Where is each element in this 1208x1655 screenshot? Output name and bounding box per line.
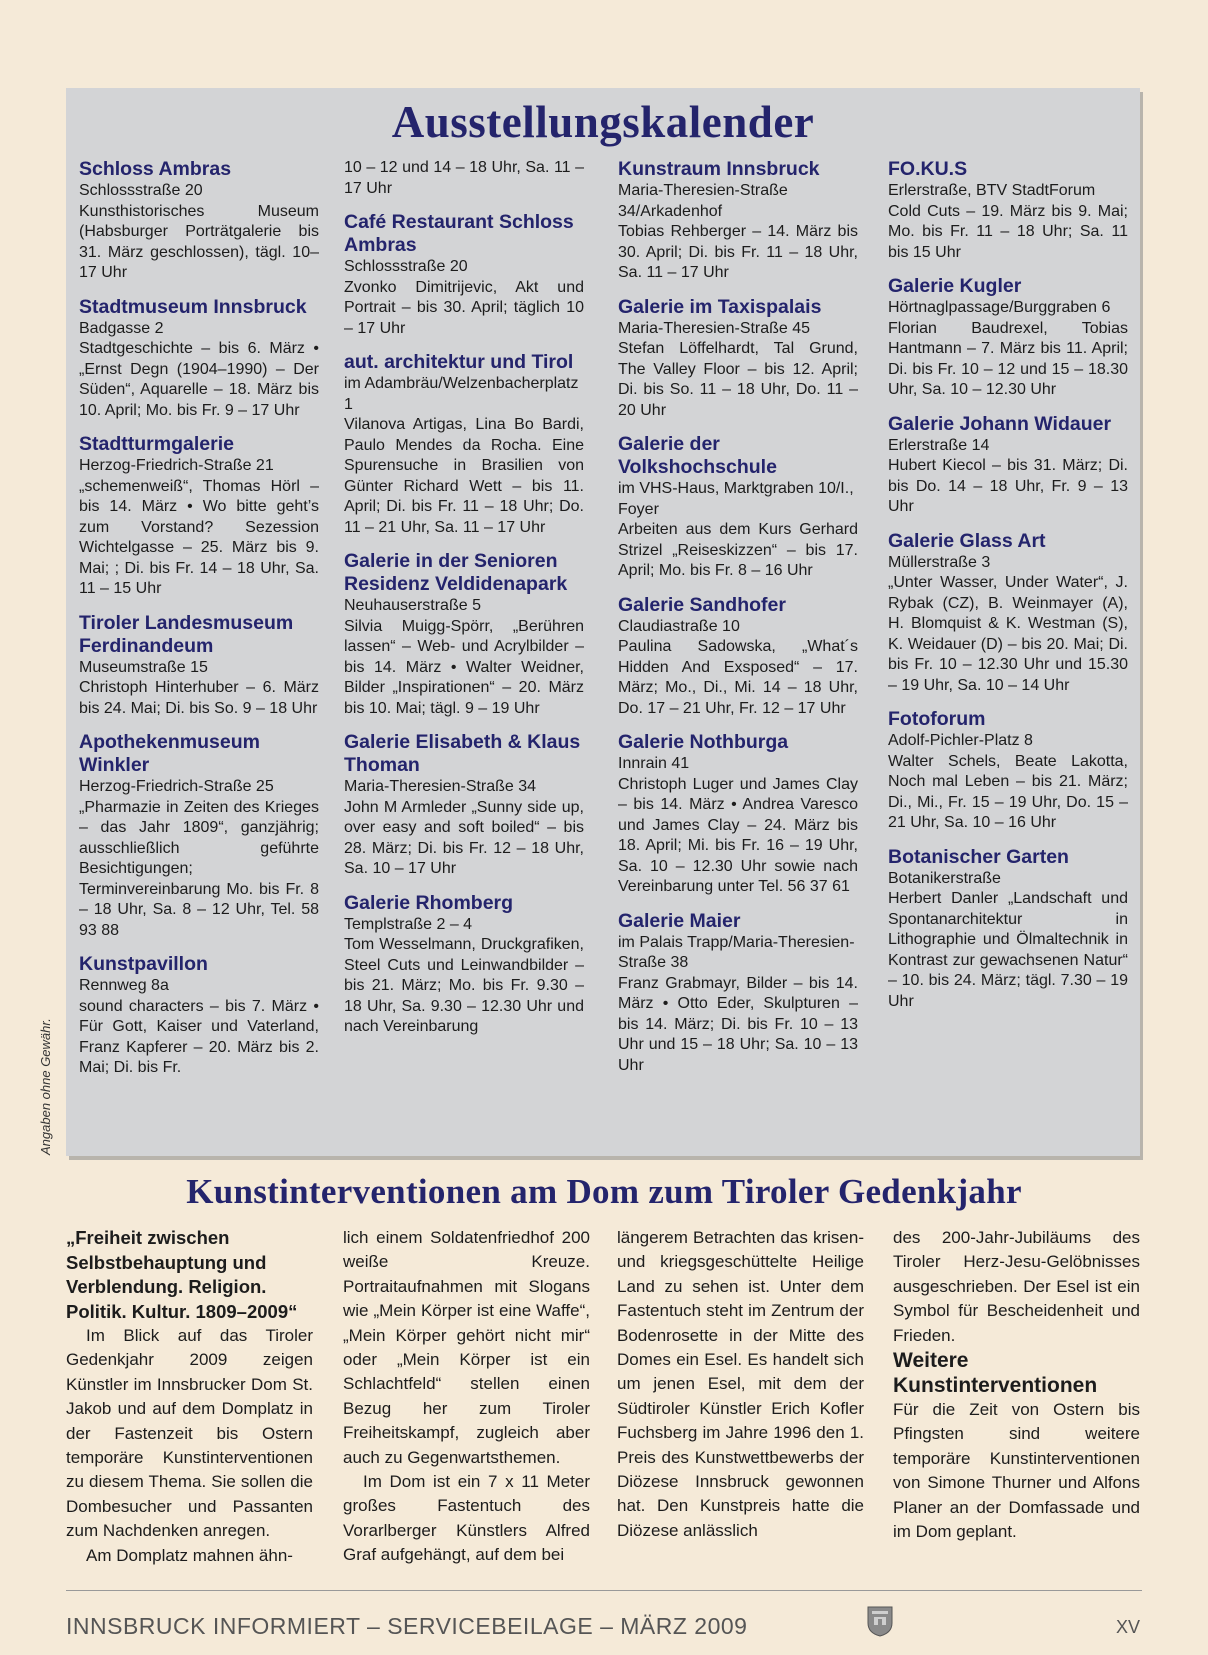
venue-name: Galerie Rhomberg (344, 891, 514, 914)
calendar-entry (79, 158, 319, 284)
venue-address: Maria-Theresien-Straße 34/Arkadenhof (618, 182, 788, 220)
venue-address: Museumstraße 15 (79, 658, 208, 676)
venue-address: Botanikerstraße (888, 869, 1001, 887)
venue-address: im VHS-Haus, Marktgraben 10/I., Foyer (618, 480, 854, 518)
venue-name: Stadtmuseum Innsbruck (79, 295, 307, 318)
venue-name: Kunstpavillon (79, 953, 208, 975)
venue-address: Innrain 41 (618, 755, 690, 772)
calendar-entry (888, 413, 1128, 518)
calendar-entry (344, 731, 584, 880)
venue-name: Stadtturmgalerie (79, 433, 234, 455)
article-column-1 (66, 1226, 313, 1568)
venue-address: Maria-Theresien-Straße 45 (618, 319, 811, 337)
calendar-entry (344, 351, 584, 538)
venue-name: Galerie Glass Art (888, 529, 1046, 552)
article-lead: „Freiheit zwischen Selbstbehauptung und Verblendung. Religion. Politik. Kultur. 1809–2009“ (66, 1227, 298, 1322)
exhibition-details: Tom Wesselmann, Druckgrafiken, Steel Cuts und Leinwandbilder – bis 21. März; Mo. bis Fr. 9.30 – 18 Uhr, Sa. 9.30 – 12.30 Uhr und nach Vereinbarung (344, 936, 584, 1035)
exhibition-details: sound characters – bis 7. März • Für Gott, Kaiser und Vaterland, Franz Kapferer – 20. März bis 2. Mai; Di. bis Fr. (79, 997, 319, 1076)
calendar-entry (888, 275, 1128, 401)
venue-address: Schlossstraße 20 (79, 182, 203, 199)
exhibition-details: Christoph Luger und James Clay – bis 14. März • Andrea Varesco und James Clay – 24. März bis 18. April; Mi. bis Fr. 16 – 19 Uhr, Sa. 10 – 12.30 Uhr sowie nach Vereinbarung unter Tel. 56 37 61 (618, 775, 858, 895)
calendar-entry (888, 846, 1128, 1013)
article-title: Kunstinterventionen am Dom zum Tiroler Gedenkjahr (186, 1172, 1022, 1211)
exhibition-details: Florian Baudrexel, Tobias Hantmann – 7. März bis 11. April; Di. bis Fr. 10 – 12 und 15 – 18.30 Uhr, Sa. 10 – 12.30 Uhr (888, 319, 1128, 398)
exhibition-details: Arbeiten aus dem Kurs Gerhard Strizel „Reiseskizzen“ – bis 17. April; Mo. bis Fr. 8 – 16 Uhr (618, 521, 858, 579)
venue-address: Badgasse 2 (79, 319, 164, 337)
venue-name: Galerie im Taxispalais (618, 295, 822, 318)
article-paragraph: längerem Betrachten das krisen- und kriegsgeschüttelte Heilige Land zu sehen ist. Unter dem Fastentuch steht im Zentrum der Bodenrosette in der Mitte des Domes ein Esel. Es handelt sich um jenen Esel, mit dem der Südtiroler Künstler Erich Kofler Fuchsberg im Jahre 1996 den 1. Preis des Kunstwettbewerbs der Diözese Innsbruck gewonnen hat. Den Kunstpreis hatte die Diözese anlässlich (617, 1228, 864, 1540)
calendar-entry (888, 708, 1128, 834)
exhibition-details: Paulina Sadowska, „What´s Hidden And Exsposed“ – 17. März; Mo., Di., Mi. 14 – 18 Uhr, Do. 17 – 21 Uhr, Fr. 12 – 17 Uhr (618, 638, 858, 717)
article-paragraph: Am Domplatz mahnen ähn- (86, 1545, 293, 1565)
exhibition-details: „Pharmazie in Zeiten des Krieges – das Jahr 1809“, ganzjährig; ausschließlich geführte Besichtigungen; Terminvereinbarung Mo. bis Fr. 8 – 18 Uhr, Sa. 8 – 12 Uhr, Tel. 58 93 88 (79, 798, 319, 939)
venue-name: Galerie Kugler (888, 275, 1022, 297)
venue-address: Schlossstraße 20 (344, 258, 468, 275)
venue-address: Neuhauserstraße 5 (344, 597, 481, 614)
calendar-entry (79, 612, 319, 720)
calendar-entry (79, 953, 319, 1079)
calendar-entry (79, 731, 319, 941)
venue-address: Müllerstraße 3 (888, 553, 991, 571)
article-column-4 (893, 1226, 1140, 1544)
venue-address: Herzog-Friedrich-Straße 25 (79, 778, 274, 795)
calendar-entry (618, 296, 858, 422)
calendar-entry (344, 158, 584, 199)
venue-name: FO.KU.S (888, 158, 968, 180)
article-paragraph: Im Dom ist ein 7 x 11 Meter großes Fastentuch des Vorarlberger Künstlers Alfred Graf aufgehängt, auf dem bei (343, 1472, 590, 1565)
article-paragraph: Für die Zeit von Ostern bis Pfingsten sind weitere temporäre Kunstinterventionen von Simone Thurner und Alfons Planer an der Domfassade und im Dom geplant. (893, 1400, 1140, 1542)
venue-address: im Adambräu/Welzenbacherplatz 1 (344, 375, 579, 413)
venue-name: Galerie Sandhofer (618, 593, 786, 616)
venue-address: Hörtnaglpassage/Burggraben 6 (888, 299, 1111, 316)
exhibition-details: Herbert Danler „Landschaft und Spontanarchitektur in Lithographie und Ölmaltechnik in Kontrast zur gewachsenen Natur“ – 10. bis 24. März; tägl. 7.30 – 19 Uhr (888, 890, 1128, 1010)
exhibition-details: Christoph Hinterhuber – 6. März bis 24. Mai; Di. bis So. 9 – 18 Uhr (79, 679, 319, 717)
venue-address: Templstraße 2 – 4 (344, 915, 473, 933)
calendar-entry (344, 550, 584, 719)
exhibition-details: Vilanova Artigas, Lina Bo Bardi, Paulo Mendes da Rocha. Eine Spurensuche in Brasilien von Günter Richard Wett – bis 11. April; Di. bis Fr. 11 – 18 Uhr; Do. 11 – 21 Uhr, Sa. 11 – 17 Uhr (344, 416, 584, 536)
innsbruck-crest-icon (866, 1605, 894, 1637)
exhibition-details: Tobias Rehberger – 14. März bis 30. April; Di. bis Fr. 11 – 18 Uhr, Sa. 11 – 17 Uhr (618, 223, 858, 281)
exhibition-details: Walter Schels, Beate Lakotta, Noch mal Leben – bis 21. März; Di., Mi., Fr. 15 – 19 Uhr, Do. 15 – 21 Uhr, Sa. 10 – 16 Uhr (888, 752, 1128, 831)
venue-address: Claudiastraße 10 (618, 617, 740, 635)
venue-name: Botanischer Garten (888, 845, 1069, 868)
venue-name: Schloss Ambras (79, 158, 232, 180)
article-column-2 (343, 1226, 590, 1568)
venue-name: Fotoforum (888, 708, 986, 730)
venue-address: Erlerstraße 14 (888, 436, 990, 454)
article-paragraph: des 200-Jahr-Jubiläums des Tiroler Herz-Jesu-Gelöbnisses ausgeschrieben. Der Esel ist ein Symbol für Bescheidenheit und Frieden. (893, 1228, 1140, 1345)
venue-address: Adolf-Pichler-Platz 8 (888, 732, 1033, 749)
footer-publication: INNSBRUCK INFORMIERT – SERVICEBEILAGE – MÄRZ 2009 (66, 1613, 748, 1639)
footer-divider (66, 1590, 1142, 1591)
calendar-column-4 (888, 158, 1128, 1024)
venue-name: Kunstraum Innsbruck (618, 158, 820, 180)
exhibition-details: Stefan Löffelhardt, Tal Grund, The Valley Floor – bis 12. April; Di. bis So. 11 – 18 Uhr, Do. 11 – 20 Uhr (618, 340, 858, 419)
calendar-entry (79, 433, 319, 600)
exhibition-details: John M Armleder „Sunny side up, over easy and soft boiled“ – bis 28. März; Di. bis Fr. 12 – 18 Uhr, Sa. 10 – 17 Uhr (344, 798, 584, 877)
venue-name: Galerie der Volkshochschule (618, 433, 777, 478)
venue-address: im Palais Trapp/Maria-Theresien-Straße 38 (618, 933, 855, 971)
disclaimer-note: Angaben ohne Gewähr. (38, 1018, 53, 1155)
calendar-entry (618, 731, 858, 898)
venue-name: Café Restaurant Schloss Ambras (344, 211, 574, 256)
page-number: XV (1116, 1617, 1141, 1637)
venue-name: Galerie Maier (618, 909, 741, 932)
venue-address: Maria-Theresien-Straße 34 (344, 778, 537, 795)
venue-name: Galerie in der Senioren Residenz Veldidenapark (344, 550, 568, 595)
calendar-title: Ausstellungskalender (391, 97, 815, 147)
calendar-entry (79, 296, 319, 422)
calendar-entry (618, 433, 858, 582)
venue-name: Galerie Nothburga (618, 731, 789, 753)
venue-name: Galerie Elisabeth & Klaus Thoman (344, 731, 581, 776)
article-paragraph: lich einem Soldatenfriedhof 200 weiße Kreuze. Portraitaufnahmen mit Slogans wie „Mein Körper ist eine Waffe“, „Mein Körper gehört nicht mir“ oder „Mein Körper ist ein Schlachtfeld“ stellen einen Bezug her zum Tiroler Freiheitskampf, zugleich aber auch zu Gegenwartsthemen. (343, 1228, 590, 1467)
venue-name: Apothekenmuseum Winkler (79, 731, 260, 776)
venue-address: Herzog-Friedrich-Straße 21 (79, 457, 274, 474)
exhibition-details: Hubert Kiecol – bis 31. März; Di. bis Do. 14 – 18 Uhr, Fr. 9 – 13 Uhr (888, 457, 1128, 515)
calendar-entry (888, 530, 1128, 697)
venue-name: Galerie Johann Widauer (888, 412, 1112, 435)
venue-address: Erlerstraße, BTV StadtForum (888, 182, 1096, 199)
article-paragraph: Im Blick auf das Tiroler Gedenkjahr 2009 zeigen Künstler im Innsbrucker Dom St. Jakob und auf dem Domplatz in der Fastenzeit bis Ostern temporäre Kunstinterventionen zu diesem Thema. Sie sollen die Dombesucher und Passanten zum Nachdenken anregen. (66, 1326, 313, 1541)
exhibition-details: „schemenweiß“, Thomas Hörl – bis 14. März • Wo bitte geht’s zum Vorstand? Sezession Wichtelgasse – 25. März bis 9. Mai; ; Di. bis Fr. 14 – 18 Uhr, Sa. 11 – 15 Uhr (79, 477, 319, 597)
exhibition-details: Cold Cuts – 19. März bis 9. Mai; Mo. bis Fr. 11 – 18 Uhr; Sa. 11 bis 15 Uhr (888, 202, 1128, 261)
calendar-entry (888, 158, 1128, 263)
venue-address: Rennweg 8a (79, 977, 169, 994)
calendar-entry (344, 211, 584, 339)
calendar-column-2 (344, 158, 584, 1050)
exhibition-details: 10 – 12 und 14 – 18 Uhr, Sa. 11 – 17 Uhr (344, 159, 584, 197)
calendar-column-1 (79, 158, 319, 1091)
exhibition-calendar-box (66, 88, 1140, 1156)
exhibition-details: Stadtgeschichte – bis 6. März • „Ernst Degn (1904–1990) – Der Süden“, Aquarelle – 18. März bis 10. April; Mo. bis Fr. 9 – 17 Uhr (79, 340, 319, 419)
calendar-entry (618, 910, 858, 1077)
article-column-3 (617, 1226, 864, 1543)
calendar-entry (618, 594, 858, 720)
exhibition-details: Kunsthistorisches Museum (Habsburger Porträtgalerie bis 31. März geschlossen), tägl. 10–17 Uhr (79, 202, 319, 281)
exhibition-details: Silvia Muigg-Spörr, „Berühren lassen“ – Web- und Acrylbilder – bis 14. März • Walter Weidner, Bilder „Inspirationen“ – 20. März bis 10. Mai; tägl. 9 – 19 Uhr (344, 617, 584, 717)
venue-name: aut. architektur und Tirol (344, 351, 574, 373)
article-subheading: Weitere Kunstinterventionen (893, 1349, 1098, 1398)
venue-name: Tiroler Landesmuseum Ferdinandeum (79, 611, 294, 657)
exhibition-details: „Unter Wasser, Under Water“, J. Rybak (CZ), B. Weinmayer (A), H. Blomquist & K. Westman (S), K. Weidauer (D) – bis 20. Mai; Di. bis Fr. 10 – 12.30 Uhr und 15.30 – 19 Uhr, Sa. 10 – 14 Uhr (888, 574, 1128, 694)
calendar-entry (344, 892, 584, 1038)
exhibition-details: Zvonko Dimitrijevic, Akt und Portrait – bis 30. April; täglich 10 – 17 Uhr (344, 278, 584, 337)
calendar-entry (618, 158, 858, 284)
calendar-column-3 (618, 158, 858, 1088)
exhibition-details: Franz Grabmayr, Bilder – bis 14. März • Otto Eder, Skulpturen – bis 14. März; Di. bis Fr. 10 – 13 Uhr und 15 – 18 Uhr; Sa. 10 – 13 Uhr (618, 974, 858, 1074)
